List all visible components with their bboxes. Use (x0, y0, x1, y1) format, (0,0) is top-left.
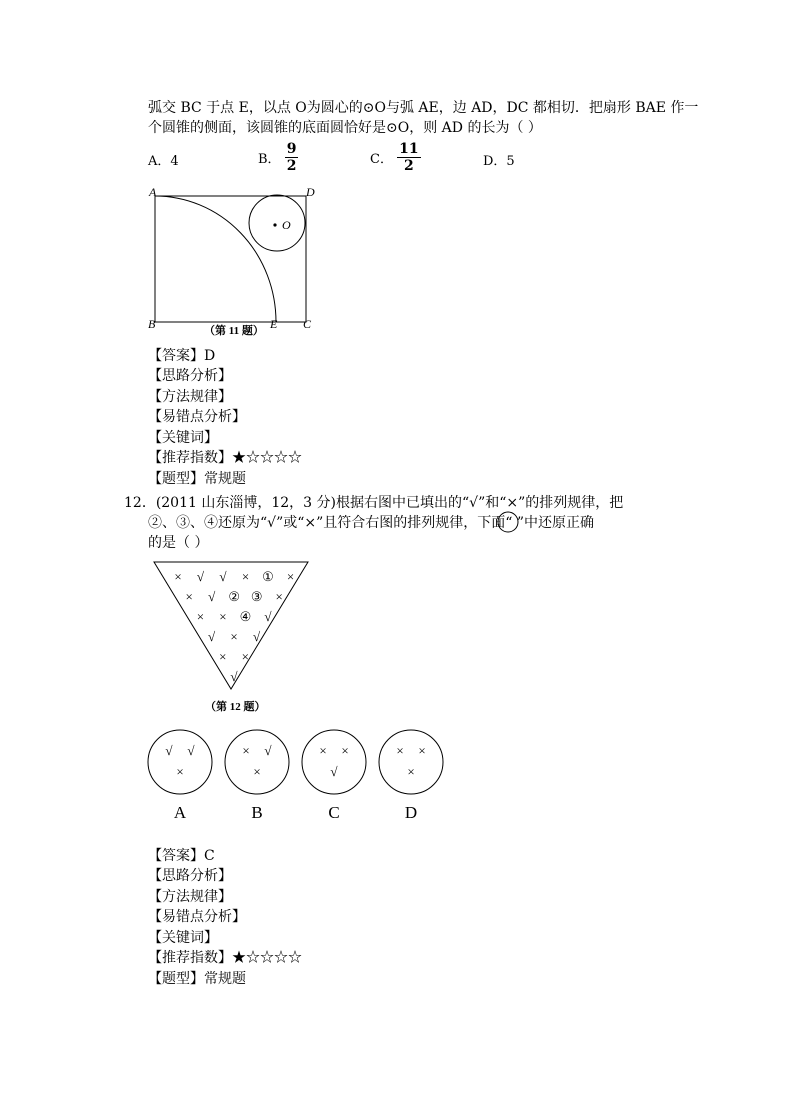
triangle-mark: ④ (239, 609, 252, 624)
q11-option-b (258, 142, 298, 173)
q12-figure-caption: （第 12 题） (205, 701, 266, 713)
rectangle-abcd (155, 196, 306, 322)
triangle-mark: √ (208, 589, 216, 604)
triangle-mark: × (219, 609, 227, 624)
choice-mark: × (253, 764, 261, 779)
triangle-mark: × (230, 629, 238, 644)
q11-figure-caption: （第 11 题） (204, 325, 264, 337)
choice-label: A (173, 803, 187, 822)
q12-method: 【方法规律】 (148, 889, 232, 905)
triangle-mark: √ (196, 569, 205, 584)
triangle-mark: × (275, 589, 283, 604)
triangle-mark: √ (219, 569, 227, 584)
choice-circle (148, 730, 212, 794)
q11-option-a: A．4 (148, 154, 179, 169)
q11-answer: 【答案】D (148, 348, 216, 364)
choice-label: C (328, 803, 340, 822)
triangle-mark: × (196, 609, 205, 624)
q12-text-line3: 的是（ ） (148, 535, 209, 551)
choice-mark: √ (330, 764, 338, 779)
choice-mark: × (176, 764, 184, 779)
triangle-mark: ① (262, 569, 274, 584)
q11-errors: 【易错点分析】 (148, 409, 246, 425)
q11-method: 【方法规律】 (148, 389, 232, 405)
q11-option-c-numerator: 11 (399, 141, 419, 157)
q11-type: 【题型】常规题 (148, 471, 246, 487)
label-d: D (306, 185, 315, 199)
q12-text-line1: 12．(2011 山东淄博，12，3 分)根据右图中已填出的“√”和“×”的排列规律，把 (124, 495, 624, 511)
triangle-mark: × (241, 569, 250, 584)
triangle-mark: √ (208, 629, 216, 644)
q11-option-b-prefix: B． (258, 152, 281, 167)
center-point-o (273, 223, 276, 226)
choice-label: B (251, 803, 263, 822)
choice-mark: × (396, 743, 404, 758)
choice-label: D (404, 803, 418, 822)
q12-text-line2: ②、③、④还原为“√”或“×”且符合右图的排列规律，下面“ ”中还原正确 (148, 515, 595, 531)
q12-thinking: 【思路分析】 (148, 868, 232, 884)
q11-keywords: 【关键词】 (148, 430, 218, 446)
q12-type: 【题型】常规题 (148, 971, 246, 987)
label-b: B (148, 317, 156, 331)
triangle-mark: √ (230, 669, 238, 684)
triangle-mark: √ (264, 609, 272, 624)
circle-o (249, 195, 305, 251)
choice-mark: × (242, 743, 250, 758)
q12-answer: 【答案】C (148, 848, 215, 864)
q12-choices-figure (140, 722, 460, 832)
choice-circle (379, 730, 443, 794)
q11-option-b-denominator: 2 (286, 158, 297, 174)
q11-option-b-fraction (285, 142, 299, 173)
q11-option-c-fraction (397, 142, 420, 173)
q12-keywords: 【关键词】 (148, 930, 218, 946)
label-c: C (303, 317, 312, 331)
q11-option-d: D．5 (483, 154, 515, 169)
triangle-mark: √ (253, 629, 261, 644)
triangle-mark: × (286, 569, 295, 584)
triangle-mark: ② (228, 589, 241, 604)
arc-ae (155, 196, 276, 322)
q11-text-line1: 弧交 BC 于点 E，以点 O为圆心的⊙O与弧 AE，边 AD，DC 都相切．把扇形 BAE 作一 (148, 100, 699, 116)
q11-option-b-numerator: 9 (286, 141, 297, 157)
q11-figure (140, 182, 320, 342)
choice-mark: √ (187, 743, 195, 758)
triangle-mark: × (219, 649, 227, 664)
choice-mark: × (319, 743, 327, 758)
q11-option-c-denominator: 2 (403, 158, 414, 174)
q12-rating: 【推荐指数】★☆☆☆☆ (148, 950, 302, 966)
q11-thinking: 【思路分析】 (148, 368, 232, 384)
circle-mark (496, 510, 520, 534)
q11-option-c-prefix: C． (370, 152, 393, 167)
choice-mark: × (407, 764, 415, 779)
choice-mark: √ (165, 743, 173, 758)
choice-mark: × (341, 743, 349, 758)
q12-triangle-figure (150, 558, 314, 694)
triangle-mark: ③ (250, 589, 263, 604)
choice-mark: √ (264, 743, 272, 758)
triangle-mark: × (174, 569, 182, 584)
q12-errors: 【易错点分析】 (148, 909, 246, 925)
choice-mark: × (418, 743, 426, 758)
label-o: O (282, 218, 291, 232)
choice-circle (302, 730, 366, 794)
label-e: E (270, 317, 278, 331)
label-a: A (149, 185, 157, 199)
q11-rating: 【推荐指数】★☆☆☆☆ (148, 450, 302, 466)
q11-option-c (370, 142, 421, 173)
triangle-mark: × (185, 589, 193, 604)
choice-circle (225, 730, 289, 794)
q11-text-line2: 个圆锥的侧面，该圆锥的底面圆恰好是⊙O，则 AD 的长为（ ） (148, 120, 542, 136)
triangle-mark: × (241, 649, 249, 664)
